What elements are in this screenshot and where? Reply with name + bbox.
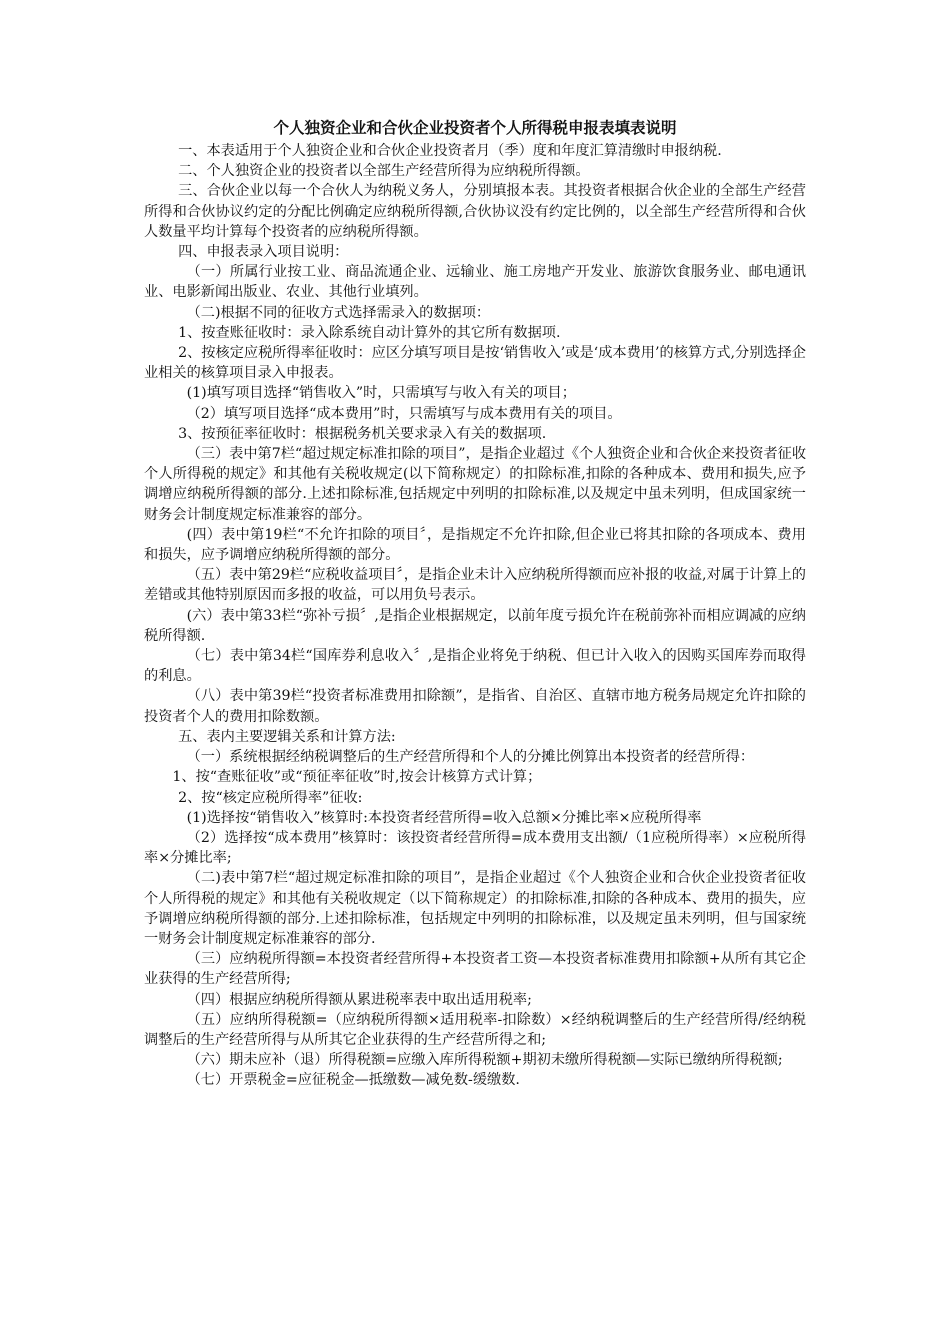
paragraph: （八）表中第39栏“投资者标准费用扣除额”，是指省、自治区、直辖市地方税务局规定允许扣除的投资者个人的费用扣除数额。: [144, 688, 806, 725]
paragraph: 五、表内主要逻辑关系和计算方法:: [178, 728, 396, 745]
paragraph: 三、合伙企业以每一个合伙人为纳税义务人，分别填报本表。其投资者根据合伙企业的全部生产经营所得和合伙协议约定的分配比例确定应纳税所得额,合伙协议没有约定比例的，以全部生产经营所得和合伙人数量平均计算每个投资者的应纳税所得额。: [144, 183, 806, 240]
paragraph: 2、按“核定应税所得率”征收:: [178, 789, 363, 806]
paragraph: （一）所属行业按工业、商品流通企业、远输业、施工房地产开发业、旅游饮食服务业、邮电通讯业、电影新闻出版业、农业、其他行业填列。: [144, 264, 806, 301]
paragraph: （二)根据不同的征收方式选择需录入的数据项：: [186, 304, 491, 321]
paragraph: （三）应纳税所得额=本投资者经营所得+本投资者工资—本投资者标准费用扣除额+从所有其它企业获得的生产经营所得;: [144, 951, 806, 988]
paragraph: （六）期未应补（退）所得税额=应缴入库所得税额+期初未缴所得税额—实际已缴纳所得税额;: [186, 1052, 783, 1069]
paragraph: 2、按核定应税所得率征收时：应区分填写项目是按‘销售收入’或是‘成本费用’的核算方式,分别选择企业相关的核算项目录入申报表。: [144, 345, 806, 382]
document-page: [144, 116, 806, 1091]
paragraph: （三）表中第7栏“超过规定标准扣除的项目”，是指企业超过《个人独资企业和合伙企来投资者征收个人所得税的规定》和其他有关税收规定(以下简称规定）的扣除标准,扣除的各种成本、费用和损失,应予调增应纳税所得额的部分.上述扣除标准,包括规定中列明的扣除标准,以及规定中虽未列明，但成国家统一财务会计制度规定标准兼容的部分。: [144, 446, 807, 523]
paragraph: (四）表中第19栏“不允许扣除的项目〞，是指规定不允许扣除,但企业已将其扣除的各项成本、费用和损失，应予调增应纳税所得额的部分。: [144, 526, 806, 564]
paragraph: （七）开票税金=应征税金—抵缴数—减免数-缓缴数.: [186, 1072, 520, 1089]
paragraph: （一）系统根据经纳税调整后的生产经营所得和个人的分摊比例算出本投资者的经营所得：: [186, 749, 755, 766]
paragraph: （五）表中第29栏“应税收益项目〞，是指企业未计入应纳税所得额而应补报的收益,对属于计算上的差错或其他特别原因而多报的收益，可以用负号表示。: [144, 567, 806, 604]
document-title: 个人独资企业和合伙企业投资者个人所得税申报表填表说明: [273, 118, 677, 137]
paragraph: 四、申报表录入项目说明：: [178, 244, 349, 261]
paragraph: 3、按预征率征收时：根据税务机关要求录入有关的数据项.: [178, 425, 547, 442]
paragraph: (1)填写项目选择“销售收入”时，只需填写与收入有关的项目；: [186, 385, 576, 402]
paragraph: （2）选择按“成本费用”核算时：该投资者经营所得=成本费用支出额/（1应税所得率）×应税所得率×分摊比率;: [144, 829, 806, 867]
paragraph: 1、按查账征收时：录入除系统自动计算外的其它所有数据项.: [178, 324, 561, 341]
paragraph: （2）填写项目选择“成本费用”时，只需填写与成本费用有关的项目。: [186, 405, 622, 422]
paragraph: （五）应纳所得税额=（应纳税所得额×适用税率-扣除数）×经纳税调整后的生产经营所得/经纳税调整后的生产经营所得与从所其它企业获得的生产经营所得之和;: [144, 1011, 806, 1048]
paragraph: 一、本表适用于个人独资企业和合伙企业投资者月（季）度和年度汇算清缴时申报纳税.: [178, 143, 722, 159]
paragraph: （二)表中第7栏“超过规定标准扣除的项目”，是指企业超过《个人独资企业和合伙企业投资者征收个人所得税的规定》和其他有关税收规定（以下简称规定）的扣除标准,扣除的各种成本、费用的损失，应予调增应纳税所得额的部分.上述扣除标准，包括规定中列明的扣除标准，以及规定虽未列明，但与国家统一财务会计制度规定标准兼容的部分.: [144, 870, 806, 947]
paragraph: （四）根据应纳税所得额从累进税率表中取出适用税率;: [186, 991, 532, 1008]
paragraph: (六）表中第33栏“弥补亏损〞,是指企业根据规定，以前年度亏损允许在税前弥补而相应调减的应纳税所得额.: [144, 607, 806, 644]
paragraph: （七）表中第34栏“国库券利息收入〞,是指企业将免于纳税、但已计入收入的因购买国库券而取得的利息。: [144, 648, 806, 685]
paragraph: 1、按“查账征收”或“预征率征收”时,按会计核算方式计算；: [172, 769, 542, 786]
paragraph: (1)选择按“销售收入”核算时:本投资者经营所得=收入总额×分摊比率×应税所得率: [186, 809, 702, 826]
paragraph: 二、个人独资企业的投资者以全部生产经营所得为应纳税所得额。: [178, 163, 590, 180]
